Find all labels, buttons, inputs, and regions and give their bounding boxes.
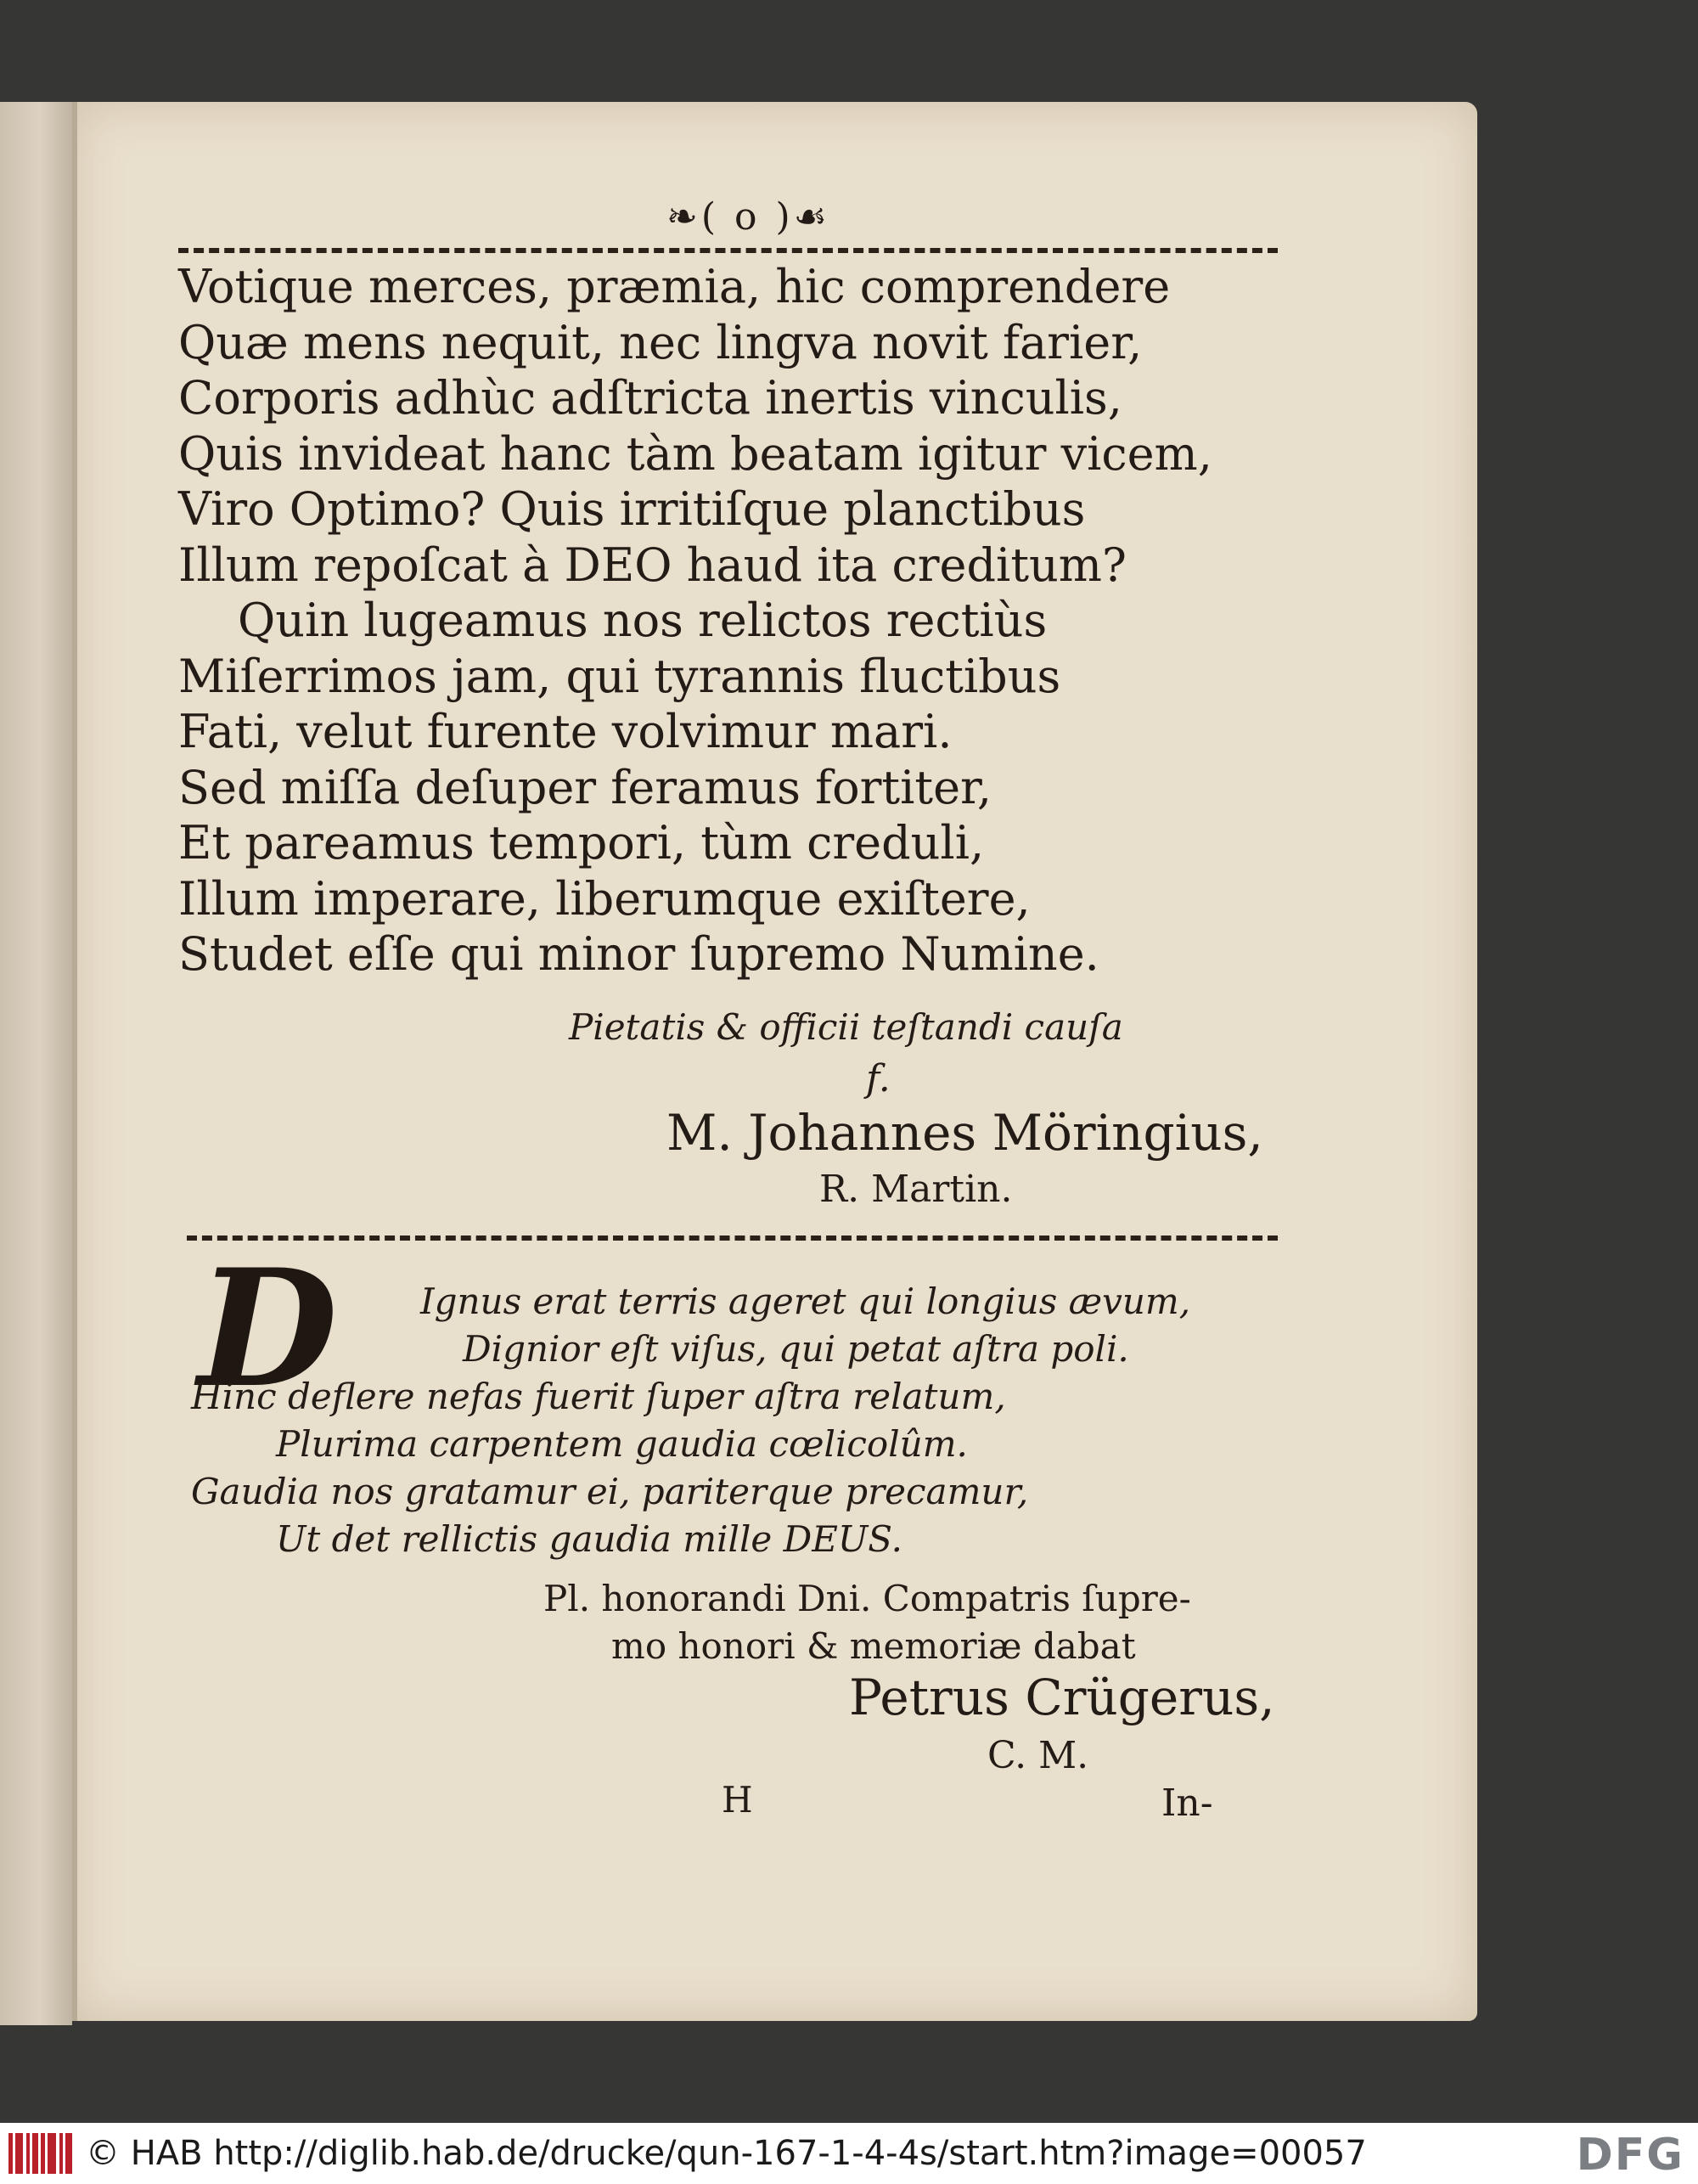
dedication-block [543, 1575, 1191, 1670]
epigram-line: Ut det rellictis gaudia mille DEUS. [276, 1518, 902, 1560]
previous-page-edge [0, 102, 72, 2025]
epigram-line: Dignior eſt viſus, qui petat aſtra poli. [463, 1328, 1129, 1370]
book-page [72, 102, 1477, 2021]
header-ornament: ❧( o )☙ [666, 195, 831, 239]
verse-line: Miſerrimos jam, qui tyrannis fluctibus [178, 649, 1061, 703]
dedication-note: Pietatis & officii teſtandi cauſa [569, 1006, 1123, 1048]
dedication-line: Pl. honorandi Dni. Compatris ſupre- [543, 1578, 1191, 1619]
header-rule [178, 248, 1278, 253]
footer-bar [0, 2123, 1698, 2184]
signature-mark: H [722, 1779, 753, 1821]
verse-line: Quæ mens nequit, nec lingva novit farier, [178, 315, 1143, 369]
verse-line: Studet eſſe qui minor ſupremo Numine. [178, 927, 1099, 981]
hab-logo-icon [8, 2130, 72, 2177]
verse-line: Sed miſſa deſuper feramus fortiter, [178, 760, 992, 814]
catchword: In- [1161, 1782, 1213, 1825]
section-rule [187, 1236, 1278, 1241]
verse-line: Corporis adhùc adſtricta inertis vinculis, [178, 371, 1122, 425]
fecit-mark: f. [866, 1057, 891, 1100]
author-name: M. Johannes Möringius, [666, 1104, 1263, 1162]
author-title: R. Martin. [819, 1168, 1013, 1211]
verse-line: Quin lugeamus nos relictos rectiùs [238, 594, 1048, 647]
second-author-title: C. M. [987, 1734, 1089, 1777]
epigram-line: Ignus erat terris ageret qui longius ævum, [420, 1281, 1191, 1322]
verse-line: Fati, velut furente volvimur mari. [178, 705, 953, 758]
dfg-logo: DFG [1576, 2130, 1684, 2181]
second-author-name: Petrus Crügerus, [849, 1669, 1275, 1726]
verse-block [178, 259, 1212, 982]
page-gutter [72, 102, 77, 2021]
epigram-block [191, 1278, 1190, 1563]
verse-line: Quis invideat hanc tàm beatam igitur vicem, [178, 426, 1212, 481]
dedication-line: mo honori & memoriæ dabat [611, 1625, 1136, 1667]
verse-line: Viro Optimo? Quis irritiſque planctibus [178, 482, 1086, 536]
epigram-line: Plurima carpentem gaudia cœlicolûm. [276, 1423, 968, 1465]
verse-line: Illum imperare, liberumque exiſtere, [178, 871, 1031, 926]
verse-line: Et pareamus tempori, tùm creduli, [178, 816, 985, 870]
verse-line: Votique merces, præmia, hic comprendere [178, 260, 1171, 313]
verse-line: Illum repoſcat à DEO haud ita creditum? [178, 538, 1127, 592]
copyright-link[interactable]: © HAB http://diglib.hab.de/drucke/qun-167-1-4-4s/start.htm?image=00057 [86, 2134, 1367, 2173]
epigram-line: Gaudia nos gratamur ei, pariterque precamur, [191, 1471, 1029, 1512]
drop-cap: D [198, 1234, 338, 1423]
epigram-line: Hinc deflere nefas fuerit ſuper aſtra relatum, [191, 1376, 1006, 1417]
